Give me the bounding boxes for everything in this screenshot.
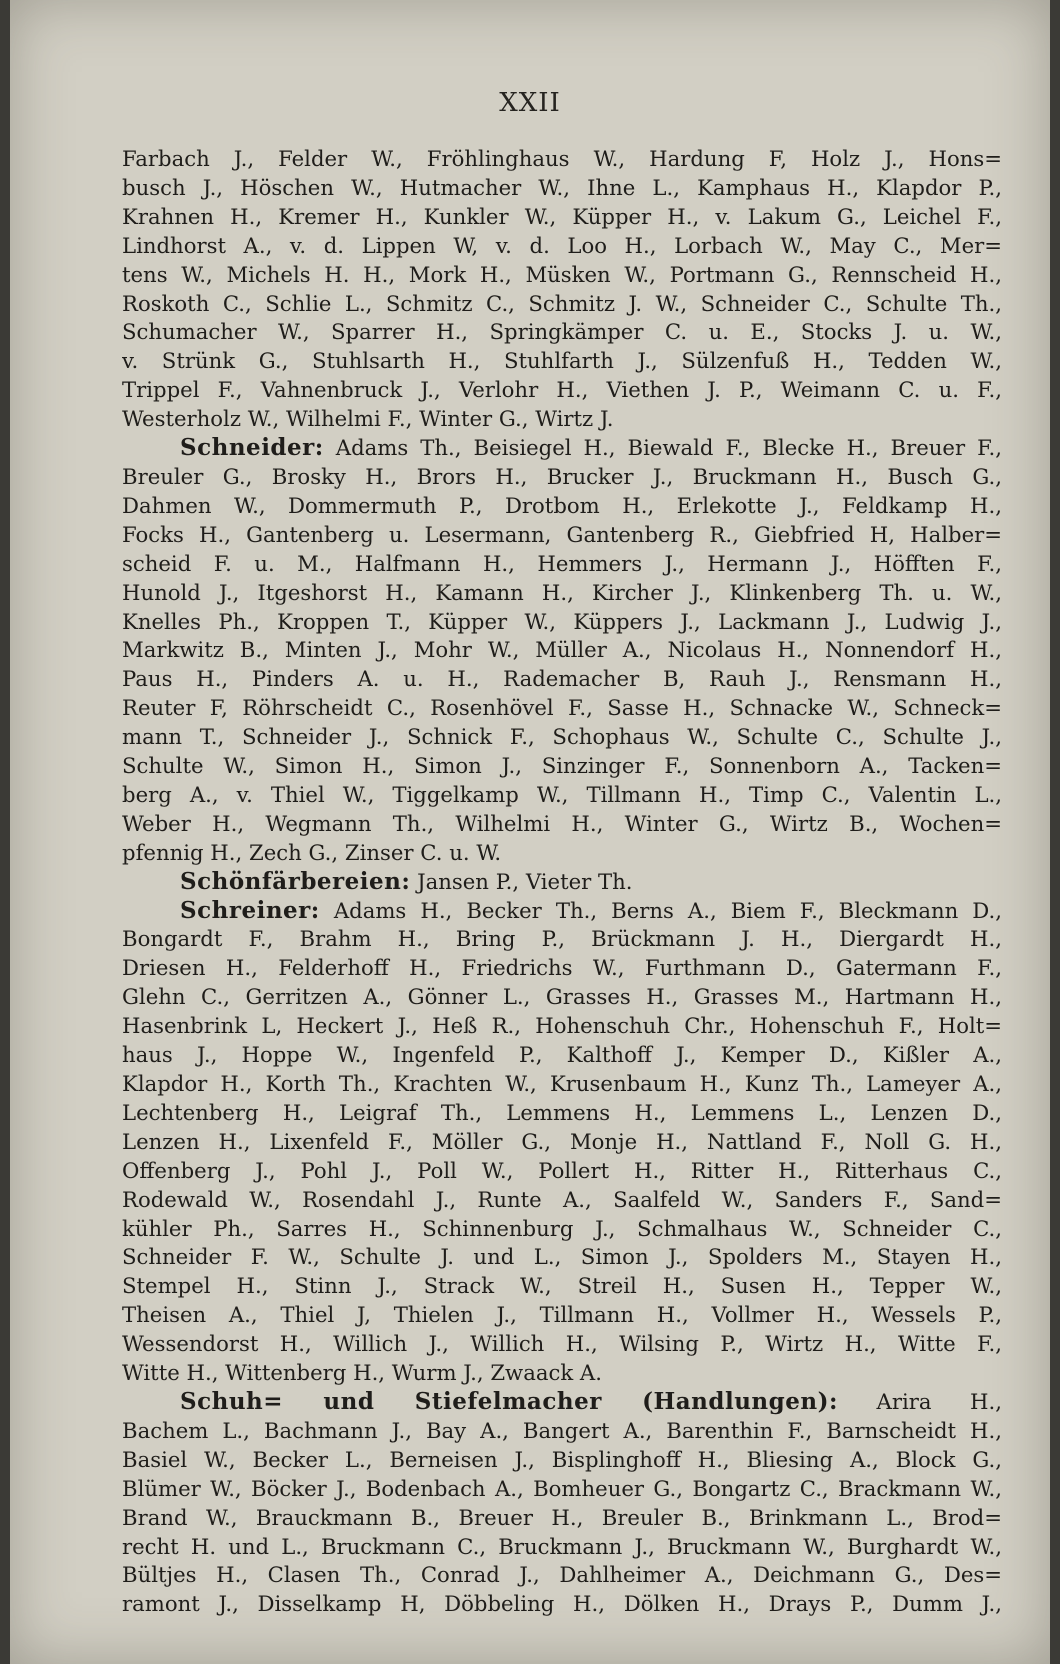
text-line: Schumacher W., Sparrer H., Springkämper C. u. E., Stocks J. u. W., <box>122 319 1002 345</box>
section-first-line <box>122 434 1002 463</box>
text-line: Hunold J., Itgeshorst H., Kamann H., Kircher J., Klinkenberg Th. u. W., <box>122 579 1002 605</box>
text-line: kühler Ph., Sarres H., Schinnenburg J., Schmalhaus W., Schneider C., <box>122 1215 1002 1241</box>
book-page <box>10 0 1050 1664</box>
text-line: berg A., v. Thiel W., Tiggelkamp W., Tillmann H., Timp C., Valentin L., <box>122 781 1002 807</box>
text-line: Brand W., Brauckmann B., Breuer H., Breuler B., Brinkmann L., Brod= <box>122 1504 1002 1530</box>
text-line: Farbach J., Felder W., Fröhlinghaus W., Hardung F, Holz J., Hons= <box>122 146 1002 171</box>
section-heading-schoenfaerbereien: Schönfärbereien: <box>180 867 411 895</box>
text-line: Schulte W., Simon H., Simon J., Sinzinger F., Sonnenborn A., Tacken= <box>122 753 1002 779</box>
text-line: Schneider F. W., Schulte J. und L., Simon J., Spolders M., Stayen H., <box>122 1244 1002 1270</box>
text-line: Dahmen W., Dommermuth P., Drotbom H., Erlekotte J., Feldkamp H., <box>122 492 1002 518</box>
text-line: Rodewald W., Rosendahl J., Runte A., Saalfeld W., Sanders F., Sand= <box>122 1186 1002 1212</box>
text-line: Krahnen H., Kremer H., Kunkler W., Küpper H., v. Lakum G., Leichel F., <box>122 203 1002 229</box>
text-line: Driesen H., Felderhoff H., Friedrichs W., Furthmann D., Gatermann F., <box>122 955 1002 981</box>
text-line: Klapdor H., Korth Th., Krachten W., Krusenbaum H., Kunz Th., Lameyer A., <box>122 1071 1002 1096</box>
text-line: Focks H., Gantenberg u. Lesermann, Gantenberg R., Giebfried H, Halber= <box>122 521 1002 547</box>
directory-text <box>122 145 1002 1619</box>
text-line: Arira H., <box>876 1388 1002 1414</box>
text-line: Bachem L., Bachmann J., Bay A., Bangert A., Barenthin F., Barnscheidt H., <box>122 1417 1002 1443</box>
text-line: Adams H., Becker Th., Berns A., Biem F., Bleckmann D., <box>333 897 1002 923</box>
text-line: Trippel F., Vahnenbruck J., Verlohr H., Viethen J. P., Weimann C. u. F., <box>122 377 1002 403</box>
text-line: Witte H., Wittenberg H., Wurm J., Zwaack A. <box>122 1360 602 1386</box>
text-line: Basiel W., Becker L., Berneisen J., Bisplinghoff H., Bliesing A., Block G., <box>122 1446 1002 1472</box>
text-line: Paus H., Pinders A. u. H., Rademacher B, Rauh J., Rensmann H., <box>122 666 1002 692</box>
text-line: tens W., Michels H. H., Mork H., Müsken W., Portmann G., Rennscheid H., <box>122 261 1002 287</box>
text-line: Theisen A., Thiel J, Thielen J., Tillmann H., Vollmer H., Wessels P., <box>122 1302 1002 1328</box>
text-line: Glehn C., Gerritzen A., Gönner L., Grasses H., Grasses M., Hartmann H., <box>122 984 1002 1010</box>
text-line: haus J., Hoppe W., Ingenfeld P., Kalthoff J., Kemper D., Kißler A., <box>122 1042 1002 1068</box>
text-line: mann T., Schneider J., Schnick F., Schophaus W., Schulte C., Schulte J., <box>122 724 1002 750</box>
text-line: Weber H., Wegmann Th., Wilhelmi H., Winter G., Wirtz B., Wochen= <box>122 810 1002 836</box>
text-line: v. Strünk G., Stuhlsarth H., Stuhlfarth J., Sülzenfuß H., Tedden W., <box>122 348 1002 374</box>
text-line: Offenberg J., Pohl J., Poll W., Pollert H., Ritter H., Ritterhaus C., <box>122 1157 1002 1183</box>
text-line: Lechtenberg H., Leigraf Th., Lemmens H., Lemmens L., Lenzen D., <box>122 1099 1002 1125</box>
text-line: Roskoth C., Schlie L., Schmitz C., Schmitz J. W., Schneider C., Schulte Th., <box>122 290 1002 316</box>
text-line: Bongardt F., Brahm H., Bring P., Brückmann J. H., Diergardt H., <box>122 926 1002 952</box>
page-number: XXII <box>499 88 561 118</box>
text-line: Bültjes H., Clasen Th., Conrad J., Dahlheimer A., Deichmann G., Des= <box>122 1562 1002 1588</box>
text-line: Blümer W., Böcker J., Bodenbach A., Bomheuer G., Bongartz C., Brackmann W., <box>122 1475 1002 1501</box>
text-line: Jansen P., Vieter Th. <box>417 868 633 894</box>
text-line: Breuler G., Brosky H., Brors H., Brucker J., Bruckmann H., Busch G., <box>122 463 1002 489</box>
section-first-line <box>122 897 1002 926</box>
text-line: scheid F. u. M., Halfmann H., Hemmers J., Hermann J., Höfften F., <box>122 550 1002 576</box>
section-heading-schuhmacher: Schuh= und Stiefelmacher (Handlungen): <box>180 1387 838 1415</box>
text-line: ramont J., Disselkamp H, Döbbeling H., Dölken H., Drays P., Dumm J., <box>122 1591 1002 1617</box>
text-line: busch J., Höschen W., Hutmacher W., Ihne L., Kamphaus H., Klapdor P., <box>122 174 1002 200</box>
text-line: recht H. und L., Bruckmann C., Bruckmann J., Bruckmann W., Burghardt W., <box>122 1533 1002 1559</box>
text-line: Lenzen H., Lixenfeld F., Möller G., Monje H., Nattland F., Noll G. H., <box>122 1128 1002 1154</box>
text-line: Lindhorst A., v. d. Lippen W, v. d. Loo H., Lorbach W., May C., Mer= <box>122 232 1002 258</box>
text-line: Wessendorst H., Willich J., Willich H., Wilsing P., Wirtz H., Witte F., <box>122 1331 1002 1357</box>
text-line: Markwitz B., Minten J., Mohr W., Müller A., Nicolaus H., Nonnendorf H., <box>122 637 1002 663</box>
section-heading-schneider: Schneider: <box>180 434 324 462</box>
text-line: Reuter F, Röhrscheidt C., Rosenhövel F., Sasse H., Schnacke W., Schneck= <box>122 695 1002 721</box>
text-line: Adams Th., Beisiegel H., Biewald F., Blecke H., Breuer F., <box>335 435 1002 461</box>
text-line: Westerholz W., Wilhelmi F., Winter G., Wirtz J. <box>122 406 614 432</box>
text-line: Stempel H., Stinn J., Strack W., Streil H., Susen H., Tepper W., <box>122 1273 1002 1299</box>
section-first-line <box>122 1388 1002 1417</box>
text-line: Hasenbrink L, Heckert J., Heß R., Hohenschuh Chr., Hohenschuh F., Holt= <box>122 1013 1002 1039</box>
text-line: Knelles Ph., Kroppen T., Küpper W., Küppers J., Lackmann J., Ludwig J., <box>122 608 1002 634</box>
section-heading-schreiner: Schreiner: <box>180 896 320 924</box>
text-line: pfennig H., Zech G., Zinser C. u. W. <box>122 839 502 865</box>
section-first-line <box>122 868 1002 897</box>
